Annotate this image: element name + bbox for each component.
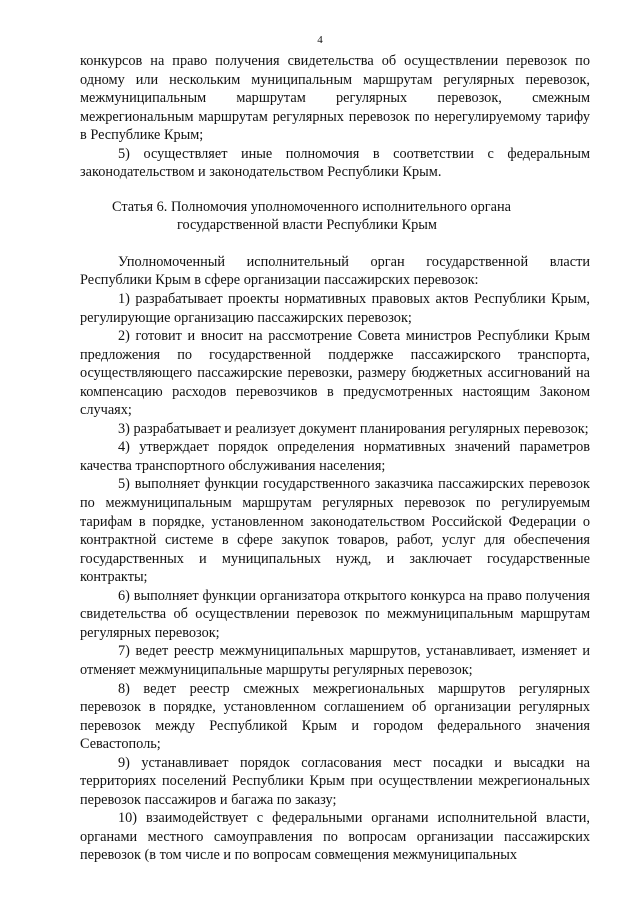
- list-item-5: 5) выполняет функции государственного заказчика пассажирских перевозок по межмуниципальным маршрутам регулярных перевозок по регулируемым тарифам в порядке, установленном законодательством Российской Федерации о контрактной системе в сфере закупок товаров, работ, услуг для обеспечения государственных и муниципальных нужд, и заключает государственные контракты;: [80, 476, 590, 586]
- document-body: [80, 52, 590, 865]
- list-item-8: 8) ведет реестр смежных межрегиональных маршрутов регулярных перевозок в порядке, установленном соглашением об организации регулярных перевозок между Республикой Крым и городом федерального значения Севастополь;: [80, 680, 590, 753]
- list-item-2: 2) готовит и вносит на рассмотрение Совета министров Республики Крым предложения по государственной поддержке пассажирского транспорта, осуществляющего пассажирские перевозки, размеру бюджетных ассигнований на компенсацию расходов перевозчиков в предусмотренных настоящим Законом случаях;: [80, 328, 590, 419]
- continuation-paragraph: конкурсов на право получения свидетельства об осуществлении перевозок по одному или нескольким муниципальным маршрутам регулярных перевозок, межмуниципальным маршрутам регулярных перевозок, смежным межрегиональным маршрутам регулярных перевозок по нерегулируемому тарифу в Республике Крым;: [80, 53, 590, 144]
- list-item-10: 10) взаимодействует с федеральными органами исполнительной власти, органами местного самоуправления по вопросам организации пассажирских перевозок (в том числе и по вопросам совмещения межмуниципальных: [80, 810, 590, 864]
- spacer: [80, 235, 590, 253]
- previous-article-item-5: 5) осуществляет иные полномочия в соответствии с федеральным законодательством и законодательством Республики Крым.: [80, 145, 590, 181]
- list-item-4: 4) утверждает порядок определения нормативных значений параметров качества транспортного обслуживания населения;: [80, 439, 590, 474]
- list-item-3: 3) разрабатывает и реализует документ планирования регулярных перевозок;: [118, 420, 589, 437]
- article-title-line-1: Статья 6. Полномочия уполномоченного исполнительного органа: [112, 198, 512, 215]
- list-item-6: 6) выполняет функции организатора открытого конкурса на право получения свидетельства об осуществлении перевозок по межмуниципальным маршрутам регулярных перевозок;: [80, 587, 590, 641]
- list-item-1: 1) разрабатывает проекты нормативных правовых актов Республики Крым, регулирующие организацию пассажирских перевозок;: [80, 291, 590, 326]
- list-item-7: 7) ведет реестр межмуниципальных маршрутов, устанавливает, изменяет и отменяет межмуниципальные маршруты регулярных перевозок;: [80, 643, 590, 678]
- article-intro: Уполномоченный исполнительный орган государственной власти Республики Крым в сфере организации пассажирских перевозок:: [80, 253, 590, 289]
- page-number: 4: [317, 34, 323, 46]
- article-title-line-2: государственной власти Республики Крым: [177, 217, 437, 234]
- list-item-9: 9) устанавливает порядок согласования мест посадки и высадки на территориях поселений Республики Крым при осуществлении межрегиональных перевозок пассажиров и багажа по заказу;: [80, 754, 590, 808]
- spacer: [80, 182, 590, 198]
